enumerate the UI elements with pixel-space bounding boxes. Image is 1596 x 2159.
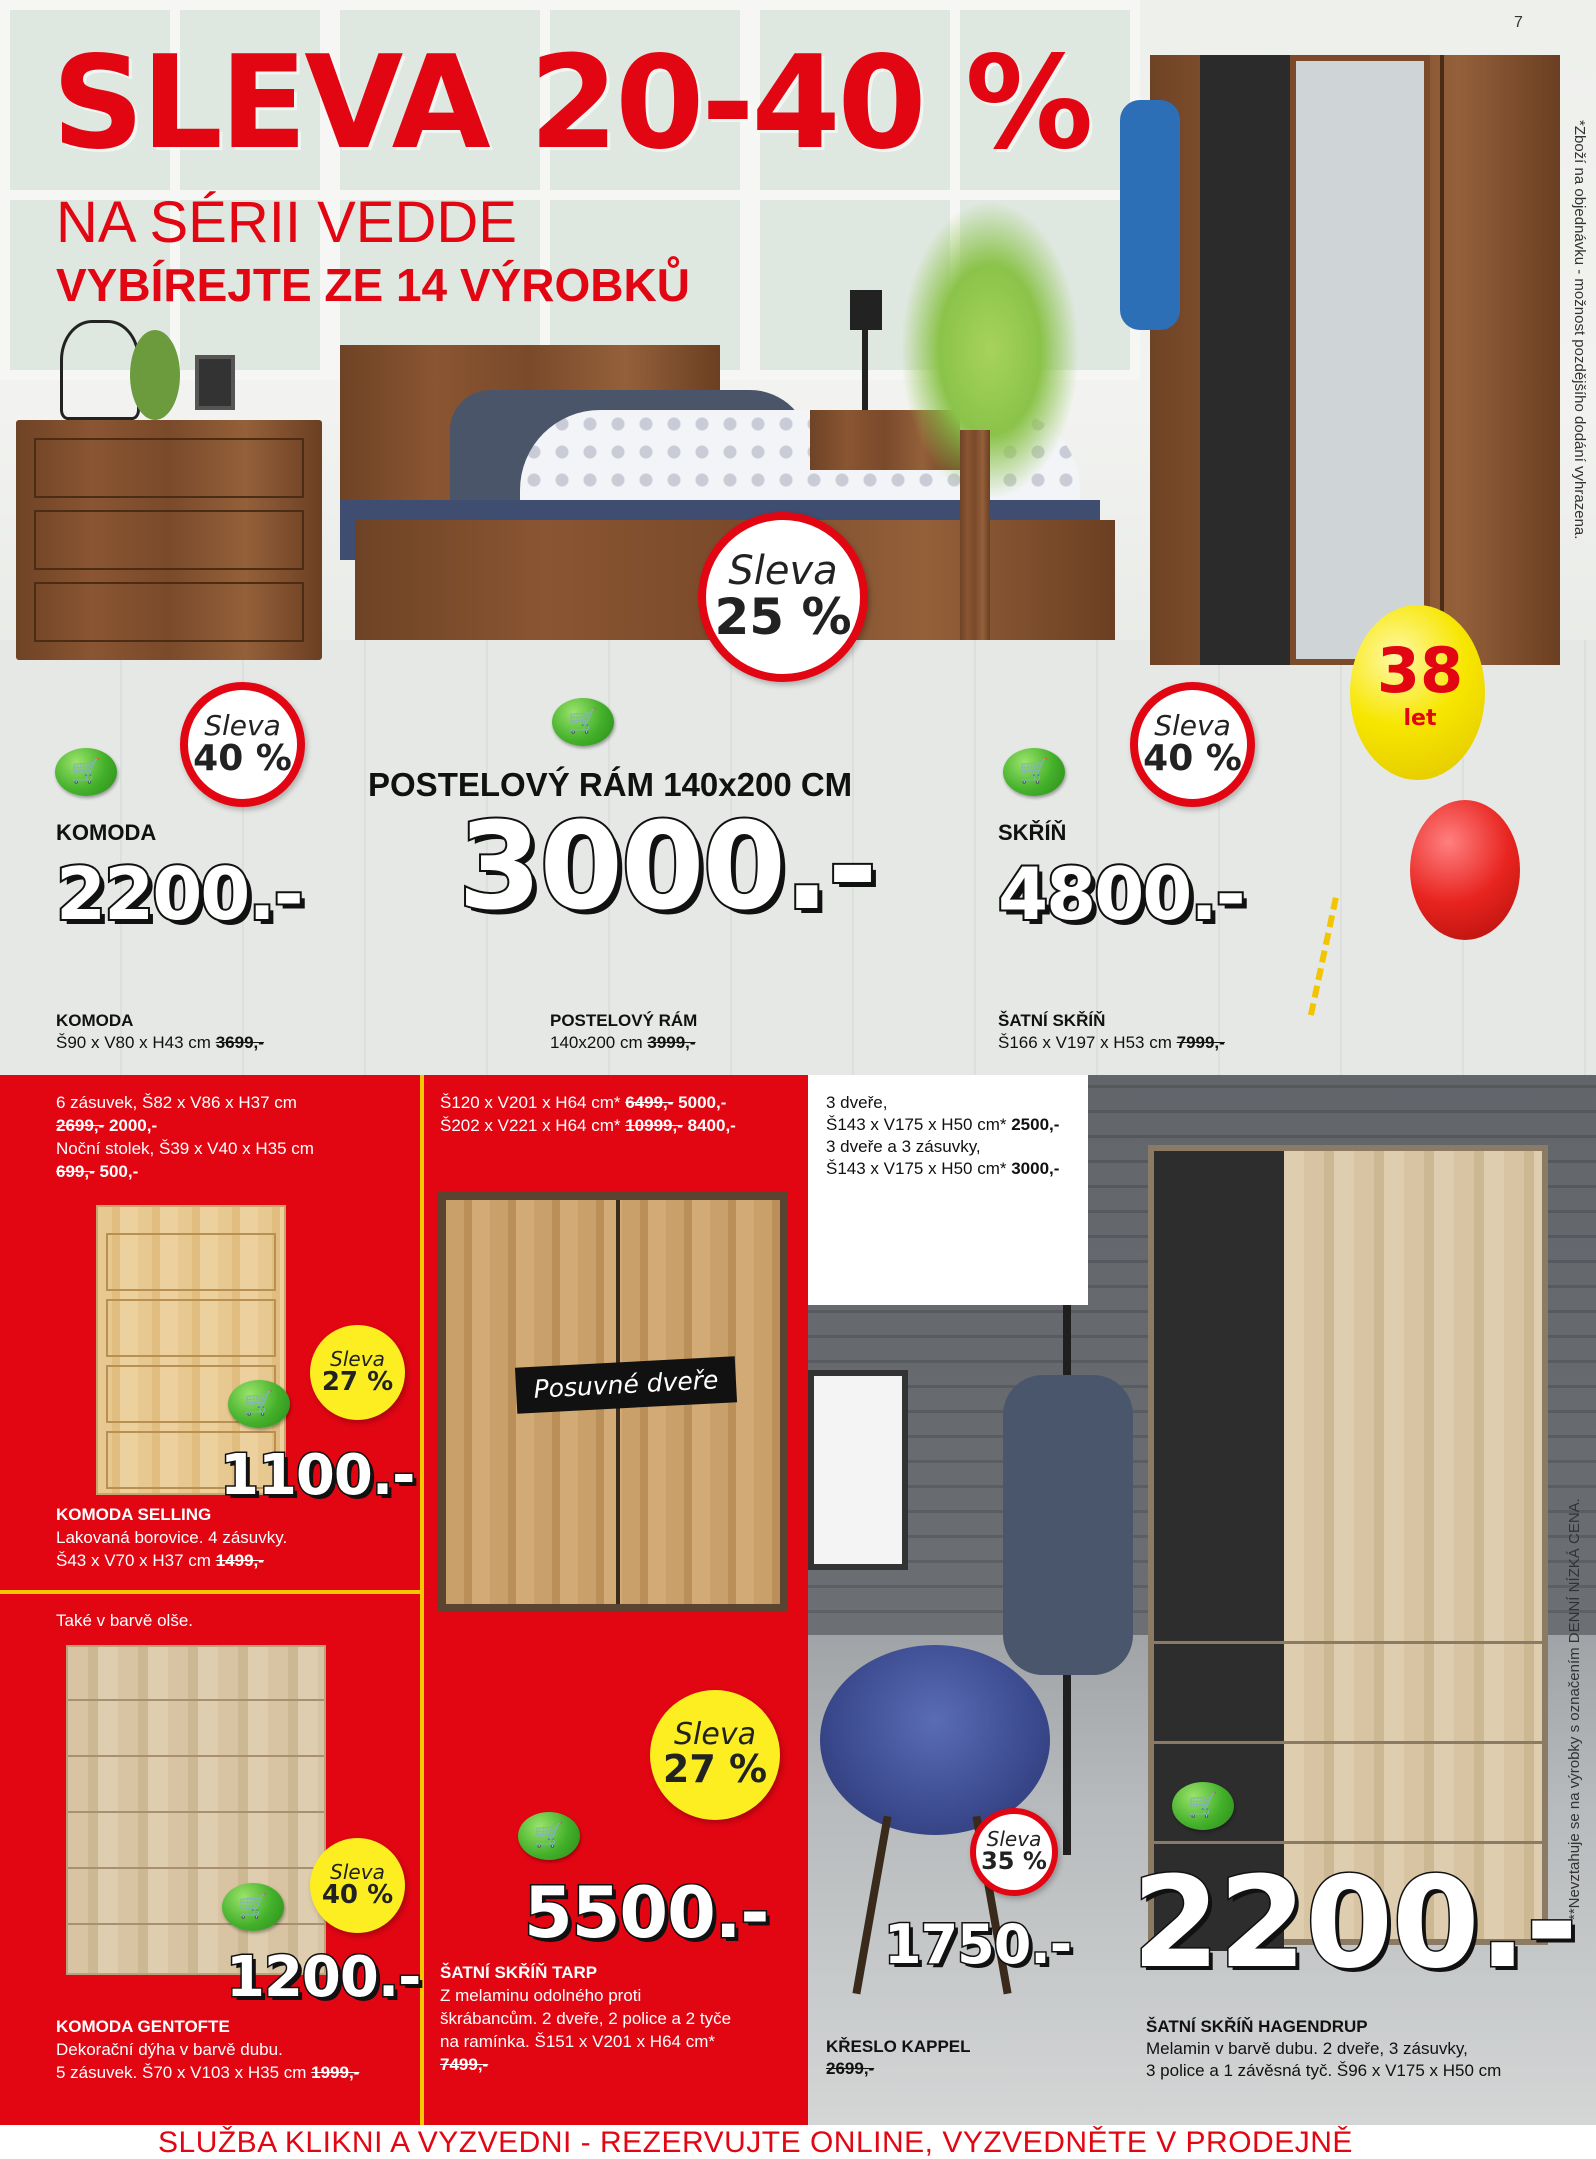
detail-name: POSTELOVÝ RÁM — [550, 1011, 698, 1030]
scarf-image — [1003, 1375, 1133, 1675]
hagendrup-variants — [826, 1092, 1059, 1180]
badge-percent: 25 % — [714, 587, 852, 646]
balloon-icon — [1410, 800, 1520, 940]
divider — [0, 1590, 420, 1594]
shopping-cart-icon[interactable]: 🛒 — [55, 748, 117, 796]
product-desc: Melamin v barvě dubu. 2 dveře, 3 zásuvky, — [1146, 2039, 1468, 2059]
butterfly-picture — [808, 1370, 908, 1570]
old-price: 6499,- — [625, 1093, 674, 1112]
discount-badge — [970, 1808, 1058, 1896]
tarp-variants — [440, 1092, 736, 1138]
product-detail — [1146, 2016, 1501, 2082]
badge-percent: 27 % — [662, 1747, 768, 1792]
side-note-bottom: **Nevztahuje se na výrobky s označením DENNÍ NÍZKÁ CENA. — [1566, 1498, 1583, 1920]
old-price: 2699,- — [56, 1115, 105, 1135]
footer-text: SLUŽBA KLIKNI A VYZVEDNI - REZERVUJTE ONLINE, VYZVEDNĚTE V PRODEJNĚ — [158, 2126, 1353, 2159]
product-name: ŠATNÍ SKŘÍŇ TARP — [440, 1963, 598, 1982]
lamp-image — [60, 320, 140, 420]
plant-image — [130, 330, 180, 420]
product-detail — [56, 2016, 359, 2085]
shopping-cart-icon[interactable]: 🛒 — [228, 1380, 290, 1428]
product-desc: na ramínka. Š151 x V201 x H64 cm* — [440, 2031, 715, 2051]
tree-plant — [900, 200, 1080, 500]
badge-label: Sleva — [986, 1827, 1042, 1852]
sale-headline: SLEVA 20-40 % — [52, 29, 1091, 178]
badge-percent: 40 % — [321, 1879, 394, 1910]
table-lamp — [850, 290, 882, 330]
product-desc: 3 police a 1 závěsná tyč. Š96 x V175 x H50 cm — [1146, 2061, 1502, 2081]
variant-line: 3 dveře a 3 zásuvky, — [826, 1137, 981, 1157]
divider — [420, 1075, 424, 2125]
product-price: 5500.- — [524, 1872, 769, 1954]
old-price: 1499,- — [215, 1550, 264, 1570]
product-name: KOMODA GENTOFTE — [56, 2017, 230, 2036]
variant-dims: Š120 x V201 x H64 cm* — [440, 1093, 621, 1112]
komoda-gentofte-image — [66, 1645, 326, 1975]
badge-percent: 27 % — [321, 1366, 394, 1397]
product-detail — [550, 1010, 697, 1054]
product-desc: škrábancům. 2 dveře, 2 police a 2 tyče — [440, 2008, 732, 2028]
product-detail — [56, 1010, 264, 1054]
new-price: 8400,- — [687, 1115, 736, 1135]
product-desc: Dekorační dýha v barvě dubu. — [56, 2039, 283, 2059]
product-price: 1750.- — [884, 1913, 1072, 1976]
badge-label: Sleva — [674, 1717, 756, 1753]
product-detail — [998, 1010, 1225, 1054]
old-price: 699,- — [56, 1161, 95, 1181]
variant-dims: Š143 x V175 x H50 cm* — [826, 1115, 1007, 1135]
shopping-cart-icon[interactable]: 🛒 — [518, 1812, 580, 1860]
shopping-cart-icon[interactable]: 🛒 — [222, 1883, 284, 1931]
old-price: 7999,- — [1176, 1033, 1225, 1053]
old-price: 3999,- — [647, 1033, 696, 1053]
new-price: 5000,- — [678, 1093, 727, 1112]
discount-badge — [1130, 682, 1255, 807]
badge-label: Sleva — [204, 708, 281, 742]
badge-label: Sleva — [330, 1346, 385, 1371]
dresser-image — [16, 420, 322, 660]
variant-line: 3 dveře, — [826, 1093, 888, 1112]
product-detail — [56, 1504, 287, 1573]
variant-price: 2500,- — [1011, 1115, 1060, 1135]
blue-shirt — [1120, 100, 1180, 330]
product-heading: KOMODA — [56, 820, 157, 845]
shopping-cart-icon[interactable]: 🛒 — [1003, 748, 1065, 796]
discount-badge — [698, 512, 868, 682]
detail-dims: 5 zásuvek. Š70 x V103 x H35 cm — [56, 2062, 307, 2082]
badge-label: Sleva — [728, 547, 838, 594]
badge-percent: 35 % — [981, 1847, 1047, 1876]
shopping-cart-icon[interactable]: 🛒 — [1172, 1782, 1234, 1830]
badge-percent: 40 % — [1143, 737, 1242, 779]
variant-line: Noční stolek, Š39 x V40 x H35 cm — [56, 1138, 314, 1158]
product-price: 3000.- — [458, 798, 876, 937]
product-desc: Z melaminu odolného proti — [440, 1985, 642, 2005]
wardrobe-image — [1150, 55, 1560, 665]
new-price: 500,- — [99, 1161, 139, 1181]
product-heading: SKŘÍŇ — [998, 820, 1067, 845]
variant-dims: Š143 x V175 x H50 cm* — [826, 1159, 1007, 1179]
product-price: 1200.- — [226, 1945, 421, 2010]
product-name: KŘESLO KAPPEL — [826, 2037, 971, 2056]
chair-image — [960, 430, 990, 640]
product-name: KOMODA SELLING — [56, 1505, 212, 1524]
series-subtitle: NA SÉRII VEDDE — [56, 190, 517, 255]
color-note: Také v barvě olše. — [56, 1611, 194, 1630]
detail-dims: Š90 x V80 x H43 cm — [56, 1033, 211, 1053]
old-price: 3699,- — [215, 1033, 264, 1053]
kappel-chair-image — [820, 1645, 1050, 1835]
discount-badge — [650, 1690, 780, 1820]
product-desc: Lakovaná borovice. 4 zásuvky. — [56, 1527, 288, 1547]
product-price: 4800.- — [998, 852, 1244, 936]
anniversary-label: let — [1403, 706, 1437, 731]
badge-label: Sleva — [330, 1859, 385, 1884]
product-detail — [826, 2036, 971, 2080]
product-price: 2200.- — [56, 852, 302, 936]
variant-line: 6 zásuvek, Š82 x V86 x H37 cm — [56, 1093, 297, 1112]
discount-badge — [310, 1325, 405, 1420]
detail-dims: Š43 x V70 x H37 cm — [56, 1550, 211, 1570]
hero-photo — [0, 0, 1596, 1075]
old-price: 1999,- — [311, 2062, 360, 2082]
product-name: ŠATNÍ SKŘÍŇ HAGENDRUP — [1146, 2017, 1368, 2036]
detail-dims: Š166 x V197 x H53 cm — [998, 1033, 1172, 1053]
detail-dims: 140x200 cm — [550, 1033, 643, 1053]
old-price: 10999,- — [625, 1115, 683, 1135]
badge-label: Sleva — [1154, 708, 1231, 742]
products-tagline: VYBÍREJTE ZE 14 VÝROBKŮ — [56, 259, 690, 311]
new-price: 2000,- — [108, 1115, 158, 1135]
side-note-top: *Zboží na objednávku - možnost pozdějšího dodání vyhrazena. — [1571, 120, 1588, 540]
product-price: 1100.- — [220, 1443, 415, 1508]
footer-banner — [0, 2125, 1596, 2159]
discount-badge — [180, 682, 305, 807]
old-price: 2699,- — [826, 2059, 875, 2079]
discount-badge — [310, 1838, 405, 1933]
page-number: 7 — [1514, 14, 1523, 31]
product-heading: POSTELOVÝ RÁM 140x200 CM — [368, 766, 853, 803]
variant-dims: Š202 x V221 x H64 cm* — [440, 1115, 621, 1135]
selling-variants — [56, 1092, 314, 1184]
anniversary-number: 38 — [1376, 634, 1464, 707]
old-price: 7499,- — [440, 2054, 489, 2074]
product-price: 2200.- — [1132, 1849, 1577, 1996]
variant-price: 3000,- — [1011, 1159, 1060, 1179]
detail-name: KOMODA — [56, 1011, 134, 1030]
picture-frame — [195, 355, 235, 410]
badge-percent: 40 % — [193, 737, 292, 779]
sliding-door-label: Posuvné dveře — [515, 1356, 737, 1413]
detail-name: ŠATNÍ SKŘÍŇ — [998, 1011, 1106, 1030]
product-detail — [440, 1962, 731, 2077]
shopping-cart-icon[interactable]: 🛒 — [552, 698, 614, 746]
